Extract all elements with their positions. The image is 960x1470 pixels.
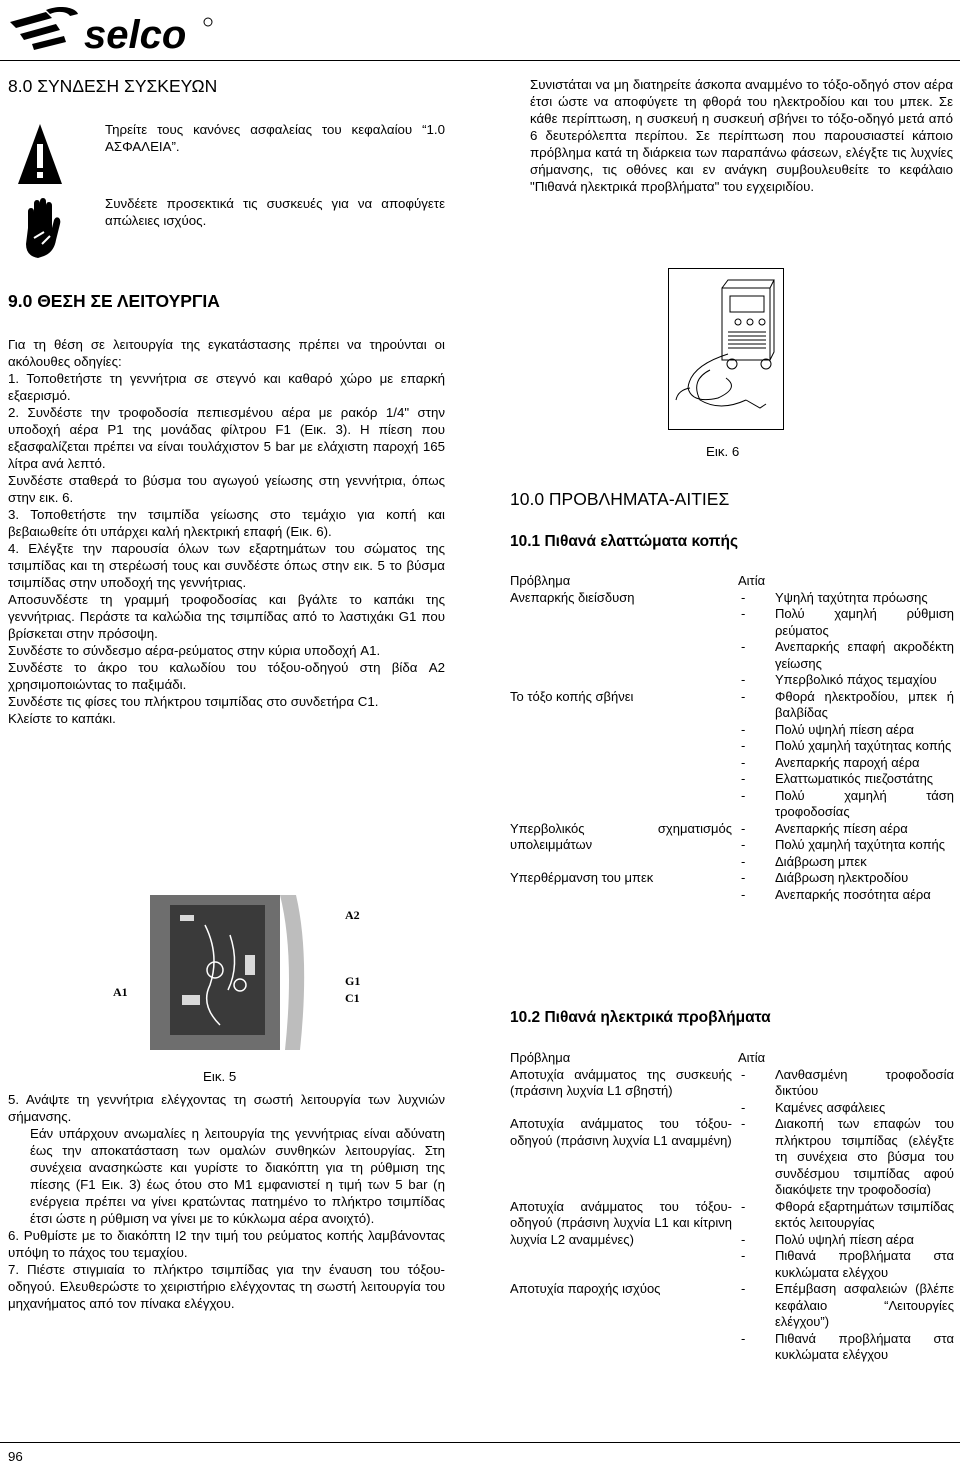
cause-cell: Πολύ χαμηλή ταχύτητα κοπής [775,837,946,852]
bullet-dash: - [741,1066,746,1082]
problem-cell: Υπερβολικός σχηματισμός υπολειμμάτων [510,820,732,852]
section-10-2-title: 10.2 Πιθανά ηλεκτρικά προβλήματα [510,1009,771,1026]
bullet-dash: - [741,870,746,885]
table-row [507,1199,957,1232]
section-9-intro: Για τη θέση σε λειτουργία της εγκατάστασης πρέπει να τηρούνται οι ακόλουθες οδηγίες: [8,337,445,369]
footer-rule [0,1442,960,1443]
figure-6-caption: Εικ. 6 [706,444,740,459]
cause-cell: Ανεπαρκής παροχή αέρα [775,754,920,770]
cause-cell: Πιθανά προβλήματα στα κυκλώματα ελέγχου [775,1330,954,1362]
fig5-label-a2: A2 [345,908,360,922]
step-2: 2. Συνδέστε την τροφοδοσία πεπιεσμένου αέρα με ρακόρ 1/4" στην υποδοχή αέρα P1 της μονάδας φίλτρου F1 (Εικ. 3). Η πίεση που εξασφαλίζεται πρέπει να είναι τουλάχιστον 5 bar με ελάχιστη παροχή 165 λίτρα ανά λεπτό. [8,405,445,471]
cause-cell: Ανεπαρκής επαφή ακροδέκτη γείωσης [775,639,954,671]
step-4d: Συνδέστε το άκρο του καλωδίου του τόξου-οδηγού στη βίδα A2 χρησιμοποιώντας το παξιμάδι. [8,660,445,692]
cause-cell: Πιθανά προβλήματα στα κυκλώματα ελέγχου [775,1248,954,1280]
fig5-label-c1: C1 [345,991,360,1005]
bullet-dash: - [741,754,746,770]
header-rule [0,60,960,61]
table-row [507,870,957,887]
brand-logo [6,4,216,56]
cause-cell: Καμένες ασφάλειες [775,1099,886,1115]
bullet-dash: - [741,1198,746,1214]
problem-cell: Αποτυχία παροχής ισχύος [510,1281,661,1296]
step-4: 4. Ελέγξτε την παρουσία όλων των εξαρτημάτων του σώματος της τσιμπίδας και τη στερέωσή τους και συνδέστε όπως στην εικ. 5 το βύσμα τσιμπίδας στην υποδοχή της γεννήτριας. [8,541,445,590]
bullet-dash: - [741,853,746,869]
cause-cell: Πολύ υψηλή πίεση αέρα [775,1231,914,1247]
step-2b: Συνδέστε σταθερά το βύσμα του αγωγού γείωσης στη γεννήτρια, όπως στην εικ. 6. [8,473,445,505]
bullet-dash: - [741,820,746,836]
step-4b: Αποσυνδέστε τη γραμμή τροφοδοσίας και βγάλτε το καπάκι της γεννήτριας. Περάστε τα καλώδια της τσιμπίδας από το λαστιχάκι G1 που βρίσκεται στην πρόσοψη. [8,592,445,641]
warning-text-safety: Τηρείτε τους κανόνες ασφαλείας του κεφαλαίου “1.0 ΑΣΦΑΛΕΙΑ”. [105,122,445,154]
figure-6-drawing [670,270,780,426]
top-right-paragraph: Συνιστάται να μη διατηρείτε άσκοπα αναμμένο το τόξο-οδηγό στον αέρα έτσι ώστε να αποφύγετε τη φθορά του ηλεκτροδίου και του μπεκ. Σε κάθε περίπτωση, η συσκευή η συσκευή σβήνει το τόξο-οδηγό μετά από 6 δευτερόλεπτα περίπου. Σε περίπτωση που παρουσιαστεί κάποιο πρόβλημα κατά τη διάρκεια των παραπάνω φάσεων, ελέγξτε τις λυχνίες σήμανσης, τις οθόνες και εν ανάγκη συμβουλευθείτε το κεφάλαιο "Πιθανά ηλεκτρικά προβλήματα" του εγχειριδίου. [530,77,953,194]
cause-cell: Διάβρωση μπεκ [775,853,867,869]
figure-5-image [110,895,370,1050]
problem-cell: Υπερθέρμανση του μπεκ [510,870,654,885]
column-header-problem: Πρόβλημα [510,1050,571,1065]
bullet-dash: - [741,606,746,621]
bullet-dash: - [741,837,746,852]
hand-stop-icon [20,198,64,260]
section-10-1-title: 10.1 Πιθανά ελαττώματα κοπής [510,533,739,550]
table-header-row [507,1050,957,1067]
step-3: 3. Τοποθετήστε την τσιμπίδα γείωσης στο τεμάχιο για κοπή και βεβαιωθείτε ότι υπάρχει καλή ηλεκτρική επαφή (Εικ. 6). [8,507,445,539]
column-header-cause: Αιτία [738,1050,766,1065]
bullet-dash: - [741,1099,746,1115]
fig5-label-g1: G1 [345,974,361,988]
bullet-dash: - [741,738,746,753]
page-number: 96 [8,1449,23,1464]
problem-cell: Αποτυχία ανάμματος του τόξου-οδηγού (πράσινη λυχνία L1 και κίτρινη λυχνία L2 αναμμένες) [510,1198,732,1247]
bullet-dash: - [741,672,746,687]
bullet-dash: - [741,771,746,786]
bullet-dash: - [741,639,746,654]
warning-icon [16,122,64,186]
bullet-dash: - [741,589,746,605]
step-7: 7. Πιέστε στιγμιαία το πλήκτρο τσιμπίδας για την έναυση του τόξου-οδηγού. Ελευθερώστε το χειριστήριο ελέγχοντας τη σωστή λειτουργία του μηχανήματος από τον πίνακα ελέγχου. [8,1262,445,1311]
bullet-dash: - [741,688,746,704]
table-row [507,1067,957,1100]
warning-text-connect: Συνδέετε προσεκτικά τις συσκευές για να αποφύγετε απώλειες ισχύος. [105,196,445,228]
brand-name: selco [84,13,187,56]
column-header-cause: Αιτία [738,573,766,588]
bullet-dash: - [741,1281,746,1296]
bullet-dash: - [741,1330,746,1346]
step-4e: Συνδέστε τις φίσες του πλήκτρου τσιμπίδας στο συνδετήρα C1. [8,694,379,709]
cause-cell: Πολύ χαμηλή τάση τροφοδοσίας [775,787,954,819]
problem-cell: Αποτυχία ανάμματος της συσκευής (πράσινη λυχνία L1 σβηστή) [510,1066,732,1098]
table-row [507,821,957,838]
cause-cell: Ελαττωματικός πιεζοστάτης [775,771,934,786]
bullet-dash: - [741,886,746,902]
cause-cell: Πολύ χαμηλή ρύθμιση ρεύματος [775,606,954,638]
table-row [507,590,957,607]
figure-5-caption: Εικ. 5 [203,1069,237,1084]
step-5b: Εάν υπάρχουν ανωμαλίες η λειτουργία της γεννήτριας είναι αδύνατη έως την αποκατάσταση των ομαλών συνθηκών λειτουργίας. Στη συνέχεια ανασηκώστε και γυρίστε το διακόπτη για τη ρύθμιση της πίεσης (F1 Εικ. 3) έως ότου στο M1 εμφανιστεί η τιμή των 5 bar (η ενέργεια πρέπει να γίνει κρατώντας πατημένο το πλήκτρο τσιμπίδας έτσι ώστε η ρύθμιση να γίνει με το κύκλωμα αέρα ανοιχτό). [30,1126,445,1226]
problem-cell: Αποτυχία ανάμματος του τόξου-οδηγού (πράσινη λυχνία L1 αναμμένη) [510,1116,732,1148]
cause-cell: Φθορά ηλεκτροδίου, μπεκ ή βαλβίδας [775,688,954,720]
section-8-title: 8.0 ΣΥΝΔΕΣΗ ΣΥΣΚΕΥΩΝ [8,76,218,96]
cause-cell: Πολύ υψηλή πίεση αέρα [775,721,914,737]
table-row [507,689,957,722]
section-9-title: 9.0 ΘΕΣΗ ΣΕ ΛΕΙΤΟΥΡΓΙΑ [8,291,220,311]
column-header-problem: Πρόβλημα [510,573,571,588]
cause-cell: Πολύ χαμηλή ταχύτητας κοπής [775,738,952,753]
cause-cell: Φθορά εξαρτημάτων τσιμπίδας εκτός λειτουργίας [775,1198,954,1230]
table-cutting-defects [507,573,957,903]
cause-cell: Ανεπαρκής πίεση αέρα [775,820,908,836]
cause-cell: Διακοπή των επαφών του πλήκτρου τσιμπίδας (ελέγξτε τη συνέχεια στο βύσμα του συνδέσμου τσιμπίδας αφού διακόψετε την τροφοδοσία) [775,1116,954,1197]
table-row [507,1116,957,1199]
step-5: 5. Ανάψτε τη γεννήτρια ελέγχοντας τη σωστή λειτουργία των λυχνιών σήμανσης. [8,1092,445,1124]
step-4c: Συνδέστε το σύνδεσμο αέρα-ρεύματος στην κύρια υποδοχή A1. [8,643,381,658]
step-6: 6. Ρυθμίστε με το διακόπτη I2 την τιμή του ρεύματος κοπής λαμβάνοντας υπόψη το πάχος του τεμαχίου. [8,1228,445,1260]
bullet-dash: - [741,721,746,737]
step-4f: Κλείστε το καπάκι. [8,711,116,726]
problem-cell: Το τόξο κοπής σβήνει [510,688,634,704]
cause-cell: Επέμβαση ασφαλειών (βλέπε κεφάλαιο “Λειτουργίες ελέγχου”) [775,1281,954,1329]
step-1: 1. Τοποθετήστε τη γεννήτρια σε στεγνό και καθαρό χώρο με επαρκή εξαερισμό. [8,371,445,403]
bullet-dash: - [741,1231,746,1247]
section-10-title: 10.0 ΠΡΟΒΛΗΜΑΤΑ-ΑΙΤΙΕΣ [510,489,730,509]
cause-cell: Ανεπαρκής ποσότητα αέρα [775,886,931,902]
cause-cell: Υψηλή ταχύτητα πρόωσης [775,589,928,605]
table-electrical-problems [507,1050,957,1364]
bullet-dash: - [741,1116,746,1131]
bullet-dash: - [741,1248,746,1263]
section-9-body [8,336,445,727]
cause-cell: Υπερβολικό πάχος τεμαχίου [775,672,937,687]
section-9-body-2 [8,1091,445,1312]
fig5-label-a1: A1 [113,985,128,999]
problem-cell: Ανεπαρκής διείσδυση [510,589,635,605]
table-header-row [507,573,957,590]
bullet-dash: - [741,787,746,803]
cause-cell: Λανθασμένη τροφοδοσία δικτύου [775,1066,954,1098]
table-row [507,1281,957,1331]
cause-cell: Διάβρωση ηλεκτροδίου [775,870,909,885]
